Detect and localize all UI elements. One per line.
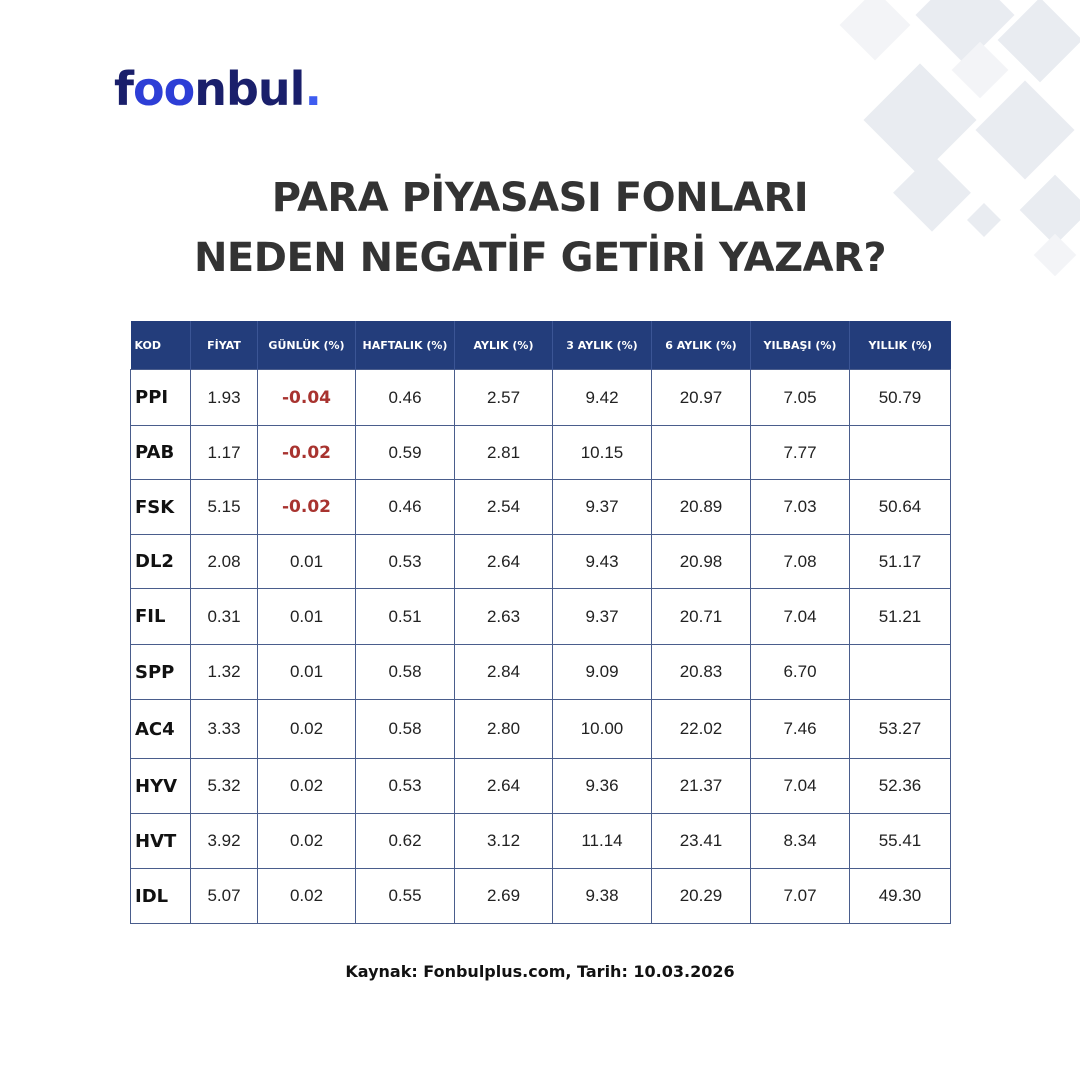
- cell-weekly: 0.46: [356, 370, 455, 426]
- cell-ytd: 7.07: [751, 869, 850, 924]
- cell-daily: -0.02: [258, 426, 356, 480]
- cell-yearly: [850, 426, 951, 480]
- column-header-3-aylik: 3 AYLIK (%): [553, 321, 652, 370]
- cell-code: FSK: [131, 480, 191, 535]
- table-row: [131, 814, 951, 869]
- table-row: [131, 589, 951, 645]
- table-row: [131, 645, 951, 700]
- cell-3-month: 9.36: [553, 759, 652, 814]
- cell-6-month: 20.98: [652, 535, 751, 589]
- cell-3-month: 9.38: [553, 869, 652, 924]
- cell-6-month: 20.83: [652, 645, 751, 700]
- cell-3-month: 10.15: [553, 426, 652, 480]
- cell-ytd: 8.34: [751, 814, 850, 869]
- column-header-haftalik: HAFTALIK (%): [356, 321, 455, 370]
- cell-weekly: 0.62: [356, 814, 455, 869]
- cell-code: HVT: [131, 814, 191, 869]
- cell-monthly: 2.57: [455, 370, 553, 426]
- table-body: [131, 370, 951, 924]
- cell-code: AC4: [131, 700, 191, 759]
- cell-code: PAB: [131, 426, 191, 480]
- cell-yearly: 50.64: [850, 480, 951, 535]
- cell-3-month: 9.37: [553, 480, 652, 535]
- cell-price: 0.31: [191, 589, 258, 645]
- cell-6-month: 21.37: [652, 759, 751, 814]
- column-header-aylik: AYLIK (%): [455, 321, 553, 370]
- cell-ytd: 7.03: [751, 480, 850, 535]
- cell-3-month: 9.09: [553, 645, 652, 700]
- cell-price: 2.08: [191, 535, 258, 589]
- cell-yearly: 55.41: [850, 814, 951, 869]
- table-row: [131, 700, 951, 759]
- cell-weekly: 0.58: [356, 700, 455, 759]
- table-row: [131, 759, 951, 814]
- cell-ytd: 7.46: [751, 700, 850, 759]
- cell-code: PPI: [131, 370, 191, 426]
- cell-yearly: 51.17: [850, 535, 951, 589]
- cell-weekly: 0.59: [356, 426, 455, 480]
- cell-weekly: 0.55: [356, 869, 455, 924]
- cell-monthly: 2.64: [455, 759, 553, 814]
- cell-monthly: 2.64: [455, 535, 553, 589]
- column-header-gunluk: GÜNLÜK (%): [258, 321, 356, 370]
- cell-monthly: 2.84: [455, 645, 553, 700]
- cell-ytd: 7.08: [751, 535, 850, 589]
- cell-ytd: 7.04: [751, 589, 850, 645]
- cell-daily: 0.02: [258, 814, 356, 869]
- cell-3-month: 9.43: [553, 535, 652, 589]
- cell-code: SPP: [131, 645, 191, 700]
- page-title: [0, 168, 1080, 288]
- cell-daily: 0.01: [258, 535, 356, 589]
- column-header-6-aylik: 6 AYLIK (%): [652, 321, 751, 370]
- title-line-1: PARA PİYASASI FONLARI: [271, 175, 809, 221]
- cell-code: DL2: [131, 535, 191, 589]
- cell-price: 5.32: [191, 759, 258, 814]
- table-header-row: [131, 321, 951, 370]
- table-row: [131, 426, 951, 480]
- cell-3-month: 9.37: [553, 589, 652, 645]
- cell-monthly: 2.63: [455, 589, 553, 645]
- column-header-fiyat: FİYAT: [191, 321, 258, 370]
- cell-code: FIL: [131, 589, 191, 645]
- cell-6-month: 20.71: [652, 589, 751, 645]
- cell-6-month: [652, 426, 751, 480]
- cell-ytd: 7.77: [751, 426, 850, 480]
- cell-price: 1.17: [191, 426, 258, 480]
- cell-yearly: 51.21: [850, 589, 951, 645]
- cell-monthly: 3.12: [455, 814, 553, 869]
- title-line-2: NEDEN NEGATİF GETİRİ YAZAR?: [193, 235, 887, 281]
- cell-monthly: 2.54: [455, 480, 553, 535]
- fonbul-logo: foonbul.: [114, 62, 321, 116]
- cell-3-month: 11.14: [553, 814, 652, 869]
- cell-6-month: 22.02: [652, 700, 751, 759]
- cell-yearly: 52.36: [850, 759, 951, 814]
- cell-daily: -0.04: [258, 370, 356, 426]
- cell-monthly: 2.69: [455, 869, 553, 924]
- cell-6-month: 20.29: [652, 869, 751, 924]
- cell-yearly: 53.27: [850, 700, 951, 759]
- table-row: [131, 869, 951, 924]
- cell-6-month: 23.41: [652, 814, 751, 869]
- cell-monthly: 2.81: [455, 426, 553, 480]
- cell-daily: 0.01: [258, 645, 356, 700]
- column-header-kod: KOD: [131, 321, 191, 370]
- cell-yearly: 49.30: [850, 869, 951, 924]
- cell-daily: 0.02: [258, 700, 356, 759]
- funds-table: [130, 321, 951, 924]
- cell-code: IDL: [131, 869, 191, 924]
- table-row: [131, 480, 951, 535]
- cell-yearly: [850, 645, 951, 700]
- cell-price: 1.93: [191, 370, 258, 426]
- cell-price: 5.07: [191, 869, 258, 924]
- cell-monthly: 2.80: [455, 700, 553, 759]
- cell-ytd: 7.05: [751, 370, 850, 426]
- cell-6-month: 20.89: [652, 480, 751, 535]
- cell-daily: 0.02: [258, 759, 356, 814]
- cell-weekly: 0.46: [356, 480, 455, 535]
- cell-yearly: 50.79: [850, 370, 951, 426]
- cell-weekly: 0.53: [356, 535, 455, 589]
- cell-ytd: 6.70: [751, 645, 850, 700]
- cell-code: HYV: [131, 759, 191, 814]
- column-header-yillik: YILLIK (%): [850, 321, 951, 370]
- cell-3-month: 9.42: [553, 370, 652, 426]
- cell-weekly: 0.58: [356, 645, 455, 700]
- cell-price: 3.92: [191, 814, 258, 869]
- cell-ytd: 7.04: [751, 759, 850, 814]
- cell-price: 3.33: [191, 700, 258, 759]
- cell-weekly: 0.51: [356, 589, 455, 645]
- column-header-yilbasi: YILBAŞI (%): [751, 321, 850, 370]
- source-note: Kaynak: Fonbulplus.com, Tarih: 10.03.2026: [345, 962, 735, 981]
- cell-price: 1.32: [191, 645, 258, 700]
- cell-daily: 0.02: [258, 869, 356, 924]
- table-row: [131, 370, 951, 426]
- cell-3-month: 10.00: [553, 700, 652, 759]
- table-row: [131, 535, 951, 589]
- cell-daily: -0.02: [258, 480, 356, 535]
- cell-price: 5.15: [191, 480, 258, 535]
- cell-6-month: 20.97: [652, 370, 751, 426]
- cell-weekly: 0.53: [356, 759, 455, 814]
- cell-daily: 0.01: [258, 589, 356, 645]
